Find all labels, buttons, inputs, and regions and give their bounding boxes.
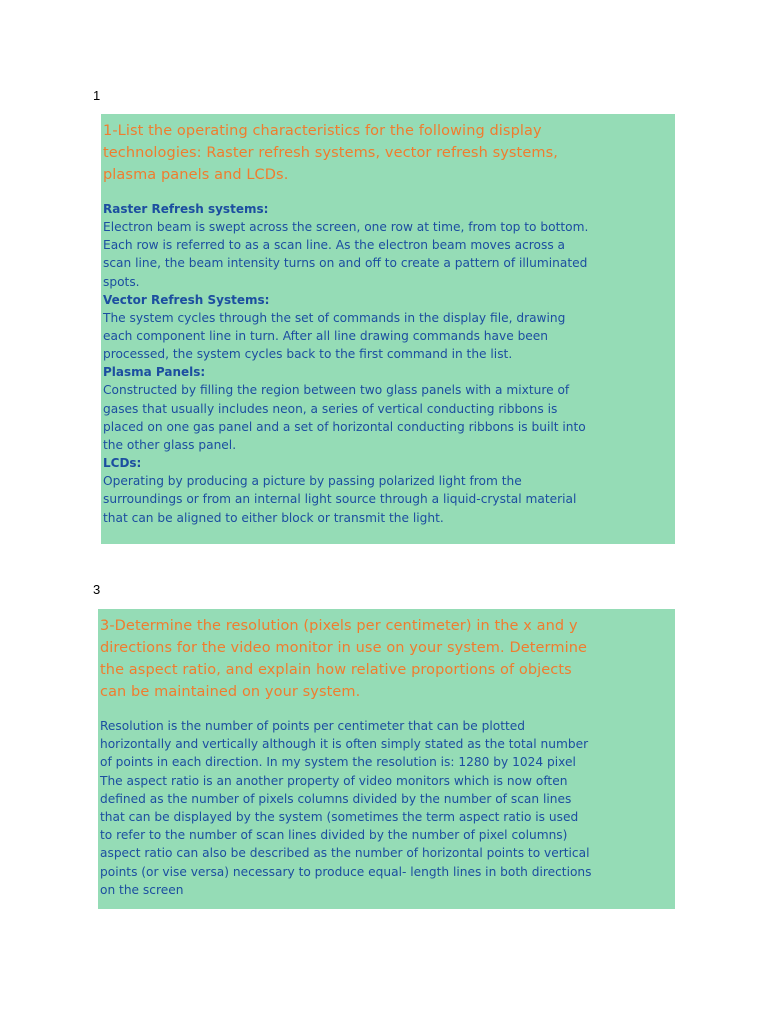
section-body-raster	[103, 218, 673, 291]
body-line: gases that usually includes neon, a series of vertical conducting ribbons is	[103, 401, 558, 416]
body-line: points (or vise versa) necessary to produce equal- length lines in both directions	[100, 864, 592, 879]
body-line: horizontally and vertically although it is often simply stated as the total number	[100, 737, 589, 752]
body-line: on the screen	[100, 882, 184, 897]
body-line: aspect ratio can also be described as the number of horizontal points to vertical	[100, 846, 590, 861]
section-heading-lcds: LCDs:	[103, 456, 142, 471]
section-heading-plasma: Plasma Panels:	[103, 365, 206, 380]
body-line: Electron beam is swept across the screen, one row at time, from top to bottom.	[103, 220, 589, 234]
answer-box-3	[98, 609, 675, 909]
body-line: Each row is referred to as a scan line. As the electron beam moves across a	[103, 238, 566, 253]
question-title-line: technologies: Raster refresh systems, vector refresh systems,	[103, 145, 558, 161]
body-line: The system cycles through the set of commands in the display file, drawing	[103, 310, 566, 325]
answer-body	[100, 717, 673, 899]
question-title-line: plasma panels and LCDs.	[103, 167, 289, 183]
page-number: 3	[93, 582, 101, 597]
question-title	[100, 615, 673, 703]
body-line: processed, the system cycles back to the first command in the list.	[103, 347, 513, 362]
body-line: Operating by producing a picture by passing polarized light from the	[103, 474, 522, 489]
section-body-plasma	[103, 381, 673, 454]
body-line: The aspect ratio is an another property of video monitors which is now often	[100, 773, 568, 788]
body-line: each component line in turn. After all line drawing commands have been	[103, 329, 549, 344]
section-heading-raster: Raster Refresh systems:	[103, 202, 269, 216]
section-body-vector	[103, 309, 673, 364]
body-line: defined as the number of pixels columns divided by the number of scan lines	[100, 791, 572, 806]
body-line: scan line, the beam intensity turns on and off to create a pattern of illuminated	[103, 256, 588, 271]
section-body-lcds	[103, 472, 673, 527]
question-title-line: the aspect ratio, and explain how relative proportions of objects	[100, 662, 572, 678]
body-line: that can be displayed by the system (sometimes the term aspect ratio is used	[100, 810, 579, 825]
body-line: the other glass panel.	[103, 438, 237, 453]
body-line: Constructed by filling the region between two glass panels with a mixture of	[103, 383, 570, 398]
body-line: placed on one gas panel and a set of horizontal conducting ribbons is built into	[103, 419, 586, 434]
body-line: surroundings or from an internal light source through a liquid-crystal material	[103, 492, 577, 507]
body-line: to refer to the number of scan lines divided by the number of pixel columns)	[100, 828, 568, 843]
question-title-line: can be maintained on your system.	[100, 684, 361, 700]
body-line: spots.	[103, 274, 140, 289]
question-title-line: 1-List the operating characteristics for the following display	[103, 123, 542, 139]
body-line: of points in each direction. In my system the resolution is: 1280 by 1024 pixel	[100, 755, 576, 770]
question-title	[103, 120, 673, 186]
page-number: 1	[93, 88, 101, 103]
question-title-line: 3-Determine the resolution (pixels per centimeter) in the x and y	[100, 618, 578, 634]
question-title-line: directions for the video monitor in use on your system. Determine	[100, 640, 588, 656]
body-line: that can be aligned to either block or transmit the light.	[103, 510, 444, 525]
section-heading-vector: Vector Refresh Systems:	[103, 292, 270, 307]
body-line: Resolution is the number of points per centimeter that can be plotted	[100, 719, 526, 733]
answer-box-1	[101, 114, 675, 544]
